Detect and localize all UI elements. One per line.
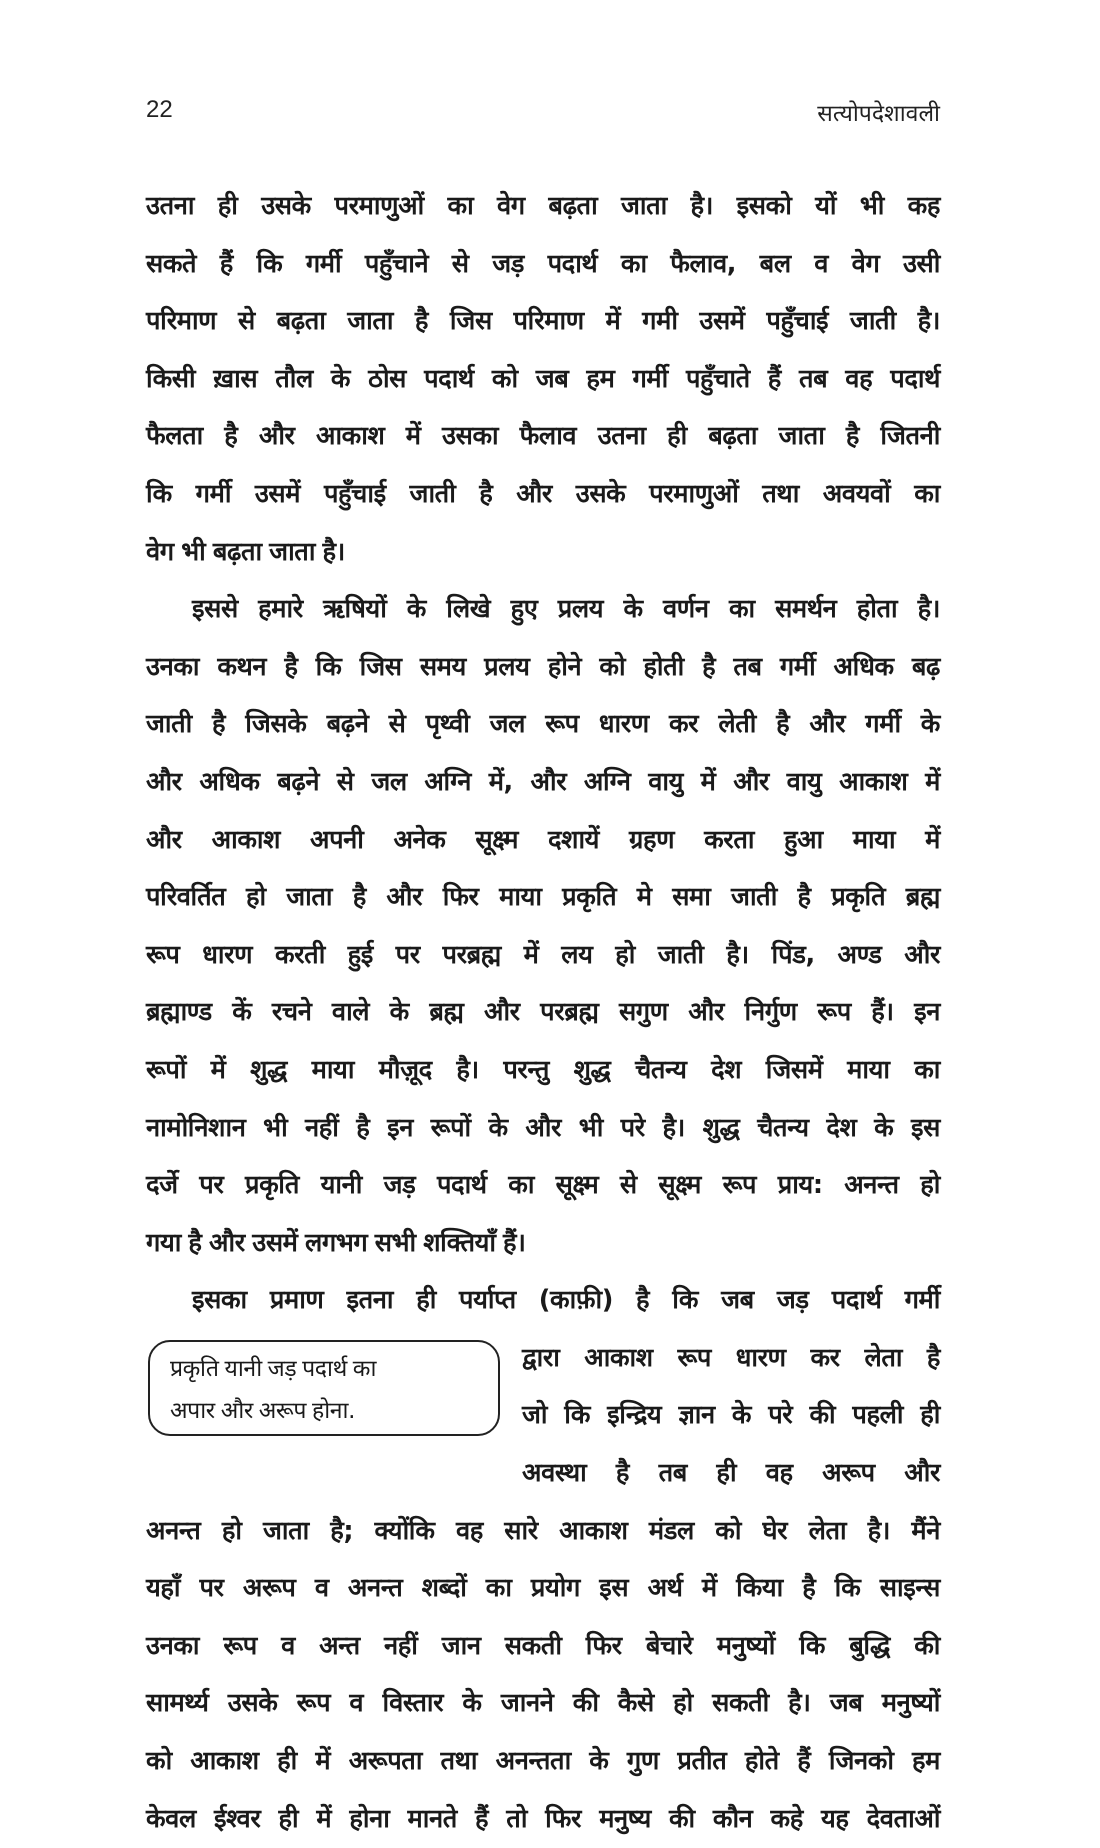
text-line: उतना ही उसके परमाणुओं का वेग बढ़ता जाता है। इसको यों भी कह <box>146 191 940 221</box>
text-line: नामोनिशान भी नहीं है इन रूपों के और भी परे है। शुद्ध चैतन्य देश के इस <box>146 1112 940 1143</box>
page-body <box>146 178 940 1848</box>
text-line: अवस्था है तब ही वह अरूप और <box>522 1458 940 1489</box>
side-note-box <box>148 1340 500 1436</box>
page-header <box>146 96 940 136</box>
text-line: और अधिक बढ़ने से जल अग्नि में, और अग्नि वायु में और वायु आकाश में <box>146 766 940 797</box>
side-note-line: प्रकृति यानी जड़ पदार्थ का <box>170 1355 377 1382</box>
text-line: उनका रूप व अन्त नहीं जान सकती फिर बेचारे मनुष्यों कि बुद्धि की <box>146 1630 940 1661</box>
text-line: किसी ख़ास तौल के ठोस पदार्थ को जब हम गर्मी पहुँचाते हैं तब वह पदार्थ <box>146 363 940 394</box>
text-line: को आकाश ही में अरूपता तथा अनन्तता के गुण प्रतीत होते हैं जिनको हम <box>146 1746 940 1777</box>
text-line: ब्रह्माण्ड कें रचने वाले के ब्रह्म और परब्रह्म सगुण और निर्गुण रूप हैं। इन <box>146 997 940 1028</box>
side-note-row <box>146 1330 940 1503</box>
running-title: सत्योपदेशावली <box>817 101 940 127</box>
text-line: केवल ईश्वर ही में होना मानते हैं तो फिर मनुष्य की कौन कहे यह देवताओं <box>146 1803 940 1834</box>
text-line: रूपों में शुद्ध माया मौज़ूद है। परन्तु शुद्ध चैतन्य देश जिसमें माया का <box>146 1054 940 1085</box>
text-line: कि गर्मी उसमें पहुँचाई जाती है और उसके परमाणुओं तथा अवयवों का <box>146 478 940 509</box>
text-line: गया है और उसमें लगभग सभी शक्तियाँ हैं। <box>146 1227 526 1258</box>
text-line: और आकाश अपनी अनेक सूक्ष्म दशायें ग्रहण करता हुआ माया में <box>146 824 940 855</box>
text-beside-box <box>522 1330 940 1503</box>
page-number: 22 <box>146 96 173 123</box>
text-line: सामर्थ्य उसके रूप व विस्तार के जानने की कैसे हो सकती है। जब मनुष्यों <box>146 1688 940 1719</box>
text-line: फैलता है और आकाश में उसका फैलाव उतना ही बढ़ता जाता है जितनी <box>146 421 940 452</box>
text-line: परिमाण से बढ़ता जाता है जिस परिमाण में गमी उसमें पहुँचाई जाती है। <box>146 306 940 337</box>
text-line: सकते हैं कि गर्मी पहुँचाने से जड़ पदार्थ का फैलाव, बल व वेग उसी <box>146 248 940 279</box>
text-line: द्वारा आकाश रूप धारण कर लेता है <box>522 1342 940 1373</box>
paragraph-2 <box>146 581 940 1272</box>
text-line: उनका कथन है कि जिस समय प्रलय होने को होती है तब गर्मी अधिक बढ़ <box>146 651 940 682</box>
text-line: दर्जे पर प्रकृति यानी जड़ पदार्थ का सूक्ष्म से सूक्ष्म रूप प्राय: अनन्त हो <box>146 1170 940 1201</box>
text-line: वेग भी बढ़ता जाता है। <box>146 536 345 567</box>
side-note-line: अपार और अरूप होना. <box>170 1397 355 1424</box>
paragraph-3 <box>146 1272 940 1848</box>
paragraph-1 <box>146 178 940 581</box>
text-line: रूप धारण करती हुई पर परब्रह्म में लय हो जाती है। पिंड, अण्ड और <box>146 939 940 970</box>
text-line: इससे हमारे ऋषियों के लिखे हुए प्रलय के वर्णन का समर्थन होता है। <box>192 594 940 625</box>
text-line: यहाँ पर अरूप व अनन्त शब्दों का प्रयोग इस अर्थ में किया है कि साइन्स <box>146 1573 940 1604</box>
text-line: अनन्त हो जाता है; क्योंकि वह सारे आकाश मंडल को घेर लेता है। मैंने <box>146 1515 940 1546</box>
text-line: इसका प्रमाण इतना ही पर्याप्त (काफ़ी) है कि जब जड़ पदार्थ गर्मी <box>192 1285 940 1316</box>
text-line: जाती है जिसके बढ़ने से पृथ्वी जल रूप धारण कर लेती है और गर्मी के <box>146 709 940 740</box>
text-line: परिवर्तित हो जाता है और फिर माया प्रकृति मे समा जाती है प्रकृति ब्रह्म <box>146 882 940 913</box>
text-line: जो कि इन्द्रिय ज्ञान के परे की पहली ही <box>522 1400 940 1431</box>
